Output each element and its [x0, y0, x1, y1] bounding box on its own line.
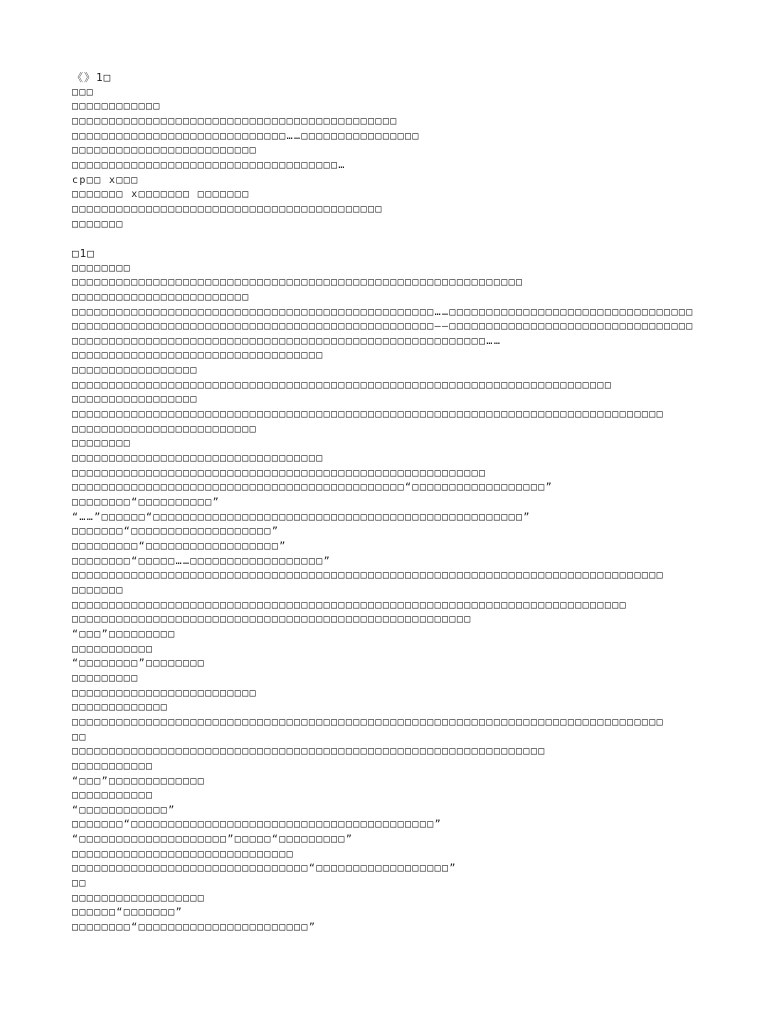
text-line: □□□□□□□□□□□□□□□□□□□□□□□□□□□□□□□□□□□□□□□□□□ — [72, 203, 383, 215]
text-line: □□□□□□□□□□□□□□□□□□ — [72, 892, 206, 904]
text-line: □□□□□□□□□□□□□□□□□□□□□□□□□□□□□□□□□□□□□□□□□□□□□□□□□□□□□□□□□□□□□□□□□□□□□□□□□□□□□□□□ — [72, 716, 665, 728]
text-line: □□□□□□□□□□□□□□□□□□□□□□□□□□□□□□□□□□□□□□□□□□□□□□□□□……□□□□□□□□□□□□□□□□□□□□□□□□□□□□□□□□□ — [72, 306, 694, 318]
text-line: □□□□□□□□“□□□□□……□□□□□□□□□□□□□□□□□□” — [72, 555, 332, 567]
text-line: □□□□□□□□□□□ — [72, 643, 154, 655]
text-line: □□□□□□□□□□□□□□□□□□□□□□□□□□□□□□ — [72, 848, 295, 860]
text-line: cp□□ x□□□ — [72, 174, 139, 186]
text-line: □□□□□□□□ — [72, 438, 132, 450]
section-2 — [72, 247, 712, 936]
text-line: “□□□”□□□□□□□□□ — [72, 628, 176, 640]
text-line: □□ — [72, 731, 87, 743]
text-line: □□□□□□□ — [72, 584, 124, 596]
text-line: □□□□□□□□□ — [72, 672, 139, 684]
text-line: □□□□□□□□□□□□□□□□□□□□□□□□□□□□□□□□□□□□□□□□□□□□ — [72, 115, 398, 127]
text-line: “□□□□□□□□□□□□” — [72, 804, 176, 816]
text-line: □□□□□□□□□□□□□□□□□□□□□□□□□□□□□……□□□□□□□□□□□□□□□□ — [72, 130, 420, 142]
text-line: “……”□□□□□□“□□□□□□□□□□□□□□□□□□□□□□□□□□□□□□□□□□□□□□□□□□□□□□□□□□” — [72, 511, 531, 523]
text-line: □□□□□□□“□□□□□□□□□□□□□□□□□□□□□□□□□□□□□□□□□□□□□□□□□” — [72, 819, 443, 831]
section-1 — [72, 71, 712, 232]
section-heading: 《》1□ — [72, 71, 112, 84]
text-line: □□□□□□□□ — [72, 262, 132, 274]
text-line: □□□□□□□□□□□□□□□□□□□□□□□□□□□□□□□□□□□□□□□□□□□□□□□□□□□□□□□□□□□□□□□□□□□□□□□□□□□□□□□□ — [72, 409, 665, 421]
text-line: □□□□□□□□□□□□□□□□□□□□□□□□□□□□□□□□□□□□□□□□□□□□□□□□□□□□□□□□ — [72, 467, 487, 479]
text-line: □□□□□□□□□□□□□□□□□ — [72, 394, 198, 406]
section-heading: □1□ — [72, 246, 95, 260]
text-line: □□□□□□□□□□□□ — [72, 101, 161, 113]
text-line: “□□□”□□□□□□□□□□□□□ — [72, 775, 206, 787]
text-line: □□□□□□□ x□□□□□□□ □□□□□□□ — [72, 189, 250, 201]
text-line: □□□□□□□□□□□□□□□□□□□□□□□□□ — [72, 423, 258, 435]
text-line: □□□□□□□□□□□□□□□□□□□□□□□□□□□□□□□□□□□□□□□□□□□□□□□□□——□□□□□□□□□□□□□□□□□□□□□□□□□□□□□□□□□ — [72, 321, 694, 333]
document-body — [72, 71, 712, 936]
text-line: □□□□□□□□□□□□□□□□□□□□□□□□□□□□□□□□□□□□… — [72, 159, 346, 171]
text-line: □□□□□□□□“□□□□□□□□□□” — [72, 497, 221, 509]
text-line: □□□□□□□□□□□□□□□□□□□□□□□□□□□□□□□□□□□□□□□□□□□□□□□□□□□□□□□□□□□□□□□□ — [72, 746, 546, 758]
text-line: □□□□□□“□□□□□□□” — [72, 907, 184, 919]
text-line: □□□□□□□□□□□□□ — [72, 702, 169, 714]
text-line: □□□□□□□□□□□□□□□□□□□□□□□□□□□□□□□□□□ — [72, 453, 324, 465]
text-line: □□□□□□□□“□□□□□□□□□□□□□□□□□□□□□□□” — [72, 922, 317, 934]
text-line: □□□□□□□□□□□ — [72, 790, 154, 802]
text-line: □□ — [72, 878, 87, 890]
text-line: □□□□□□□□□□□□□□□□□□□□□□□□□□□□□□□□□□□□□□□□□□□□□□□□□□□□□□□□□□□□□□□□□□□□□□□□□□□□□□□□ — [72, 570, 665, 582]
text-line: □□□□□□□□□□□□□□□□□□□□□□□□□ — [72, 145, 258, 157]
text-line: □□□□□□□□□□□□□□□□□□□□□□□□□□□□□□□□□□□□□□□□□□□□□□□□□□□□□□□□□□□□□ — [72, 277, 524, 289]
text-line: “□□□□□□□□”□□□□□□□□ — [72, 658, 206, 670]
text-line: □□□□□□□□□□□□□□□□□□□□□□□□ — [72, 291, 250, 303]
text-line: □□□□□□□□□□□□□□□□□ — [72, 365, 198, 377]
text-line: □□□□□□□□□□□□□□□□□□□□□□□□□□□□□□□□□□□□□□□□□□□□□□□□□□□□□□□□□□□□□□□□□□□□□□□□□□□ — [72, 599, 628, 611]
text-line: □□□□□□□□□□□□□□□□□□□□□□□□□□□□□□□□□□□□□□□□□□□□□□□□□□□□□□□□…… — [72, 335, 502, 347]
text-line: □□□□□□□□□□□□□□□□□□□□□□□□□□□□□□□□“□□□□□□□□□□□□□□□□□□” — [72, 863, 457, 875]
text-line: □□□□□□□□□□□□□□□□□□□□□□□□□ — [72, 687, 258, 699]
text-line: □□□□□□□“□□□□□□□□□□□□□□□□□□□” — [72, 526, 280, 538]
text-line: □□□□□□□□□□□ — [72, 760, 154, 772]
text-line: “□□□□□□□□□□□□□□□□□□□□”□□□□□“□□□□□□□□□” — [72, 834, 354, 846]
text-line: □□□□□□□ — [72, 218, 124, 230]
text-line: □□□□□□□□□□□□□□□□□□□□□□□□□□□□□□□□□□□□□□□□□□□□□“□□□□□□□□□□□□□□□□□□” — [72, 482, 554, 494]
text-line: □□□□□□□□□□□□□□□□□□□□□□□□□□□□□□□□□□□□□□□□□□□□□□□□□□□□□□□□□□□□□□□□□□□□□□□□□ — [72, 379, 613, 391]
text-line: □□□□□□□□□□□□□□□□□□□□□□□□□□□□□□□□□□□□□□□□□□□□□□□□□□□□□□ — [72, 614, 472, 626]
text-line: □□□ — [72, 86, 95, 98]
text-line: □□□□□□□□□□□□□□□□□□□□□□□□□□□□□□□□□□ — [72, 350, 324, 362]
text-line: □□□□□□□□□“□□□□□□□□□□□□□□□□□□” — [72, 541, 287, 552]
